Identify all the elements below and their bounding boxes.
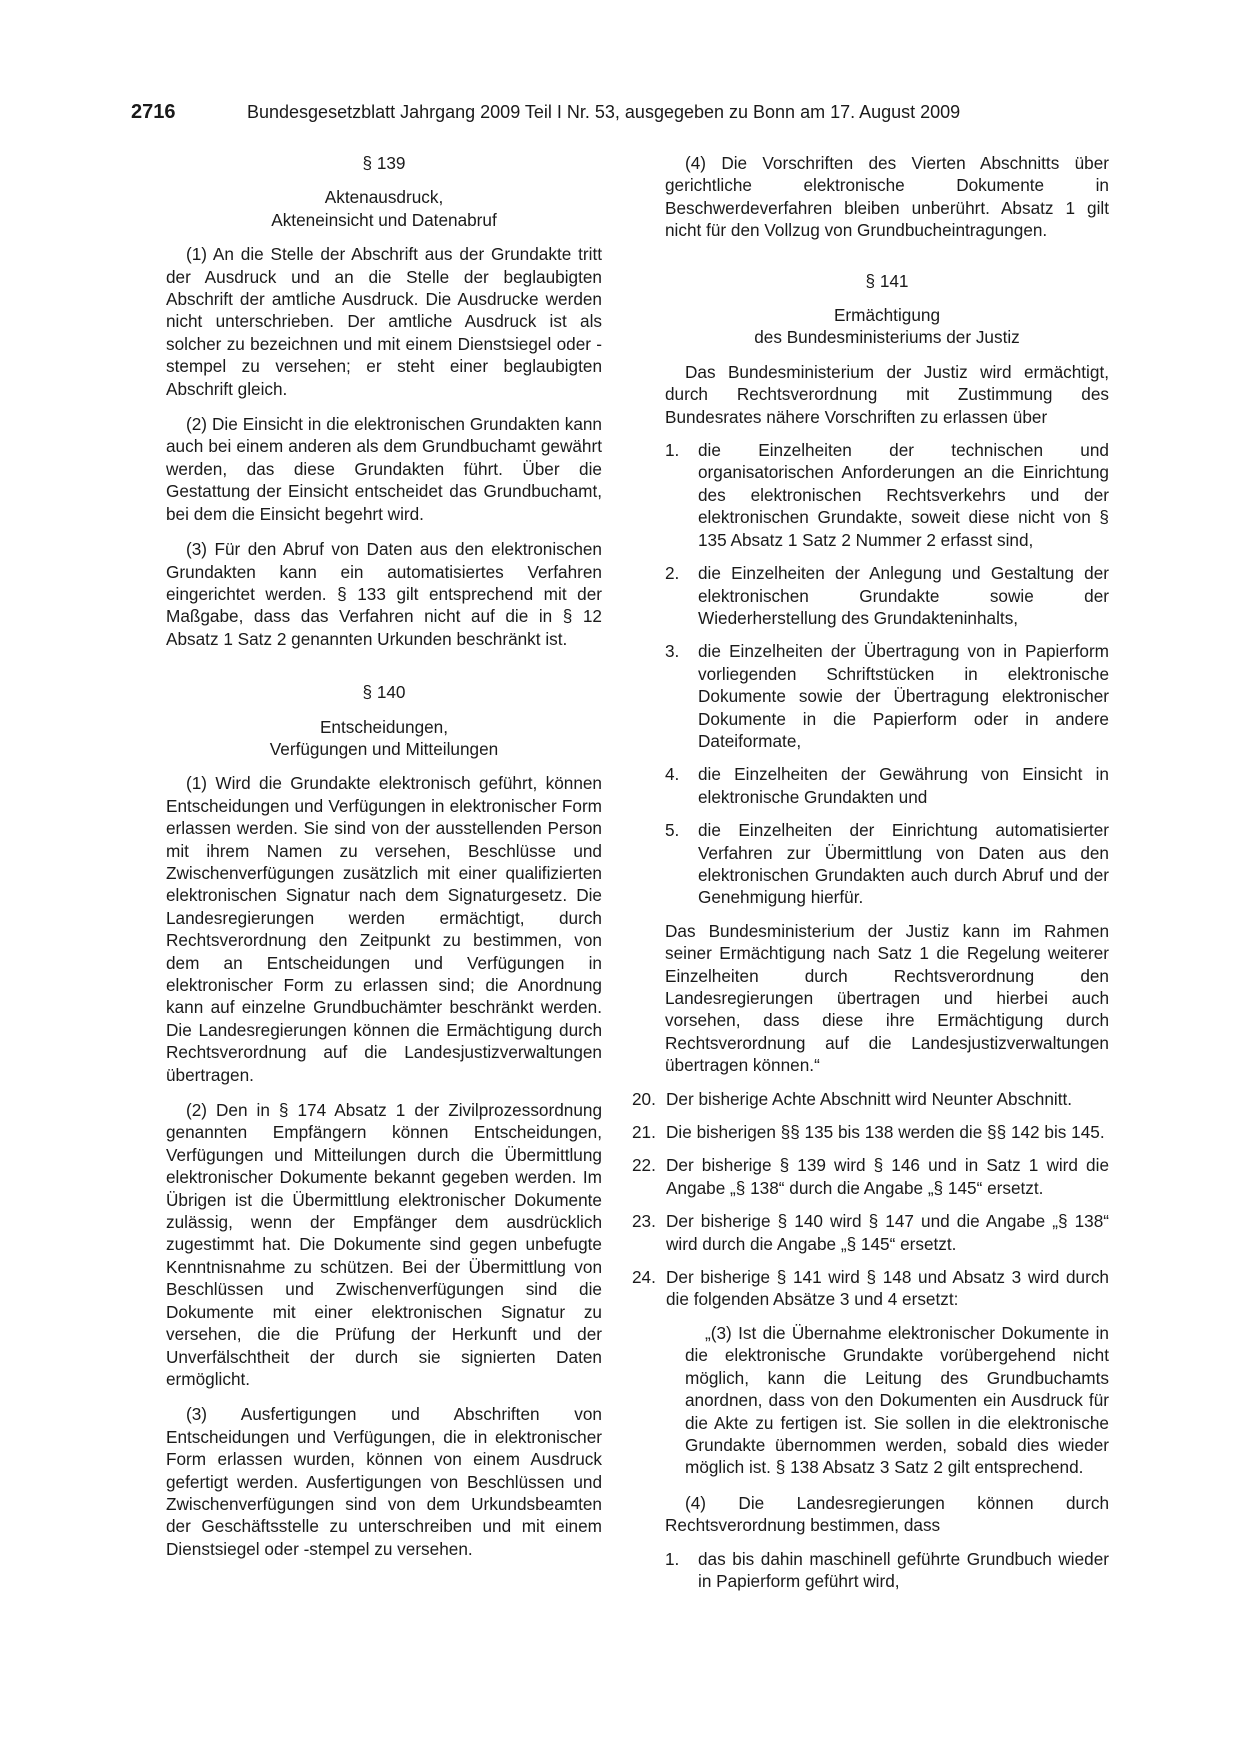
section-140-paragraph-3: (3) Ausfertigungen und Abschriften von Entscheidungen und Verfügungen, die in elektronischer Form erlassen wurden, können von einem Ausdruck gefertigt werden. Ausfertigungen von Beschlüssen und Zwischenverfügungen sind von dem Urkundsbeamten der Geschäftsstelle zu unterschreiben und mit einem Dienstsiegel oder -stempel zu versehen.	[166, 1404, 602, 1559]
right-column	[632, 152, 1109, 1603]
quoted-list-item-text: das bis dahin maschinell geführte Grundbuch wieder in Papierform geführt wird,	[698, 1548, 1109, 1591]
list-item-text: die Einzelheiten der Anlegung und Gestaltung der elektronischen Grundakte sowie der Wiederherstellung des Grundakteninhalts,	[698, 563, 1109, 628]
amendment-text: Der bisherige § 139 wird § 146 und in Satz 1 wird die Angabe „§ 138“ durch die Angabe „§ 145“ ersetzt.	[666, 1155, 1109, 1198]
list-item-text: die Einzelheiten der technischen und organisatorischen Anforderungen an die Einrichtung des elektronischen Rechtsverkehrs und der elektronischen Grundakte, soweit diese nicht von § 135 Absatz 1 Satz 2 Nummer 2 erfasst sind,	[698, 440, 1109, 550]
section-140-number: § 140	[362, 682, 406, 703]
quoted-list	[665, 1548, 1109, 1593]
quoted-paragraph-4: (4) Die Landesregierungen können durch Rechtsverordnung bestimmen, dass	[665, 1492, 1109, 1536]
list-item	[665, 439, 1109, 551]
page-header	[131, 100, 1111, 124]
section-141-closing: Das Bundesministerium der Justiz kann im Rahmen seiner Ermächtigung nach Satz 1 die Regelung weiterer Einzelheiten durch Rechtsverordnung den Landesregierungen übertragen und hierbei auch vorsehen, dass diese ihre Ermächtigung durch Rechtsverordnung auf die Landesjustizverwaltungen übertragen können.“	[665, 920, 1109, 1076]
section-141-number: § 141	[865, 270, 909, 291]
quoted-list-item	[665, 1548, 1109, 1593]
section-140-paragraph-4: (4) Die Vorschriften des Vierten Abschnitts über gerichtliche elektronische Dokumente in Beschwerdeverfahren bleiben unberührt. Absatz 1 gilt nicht für den Vollzug von Grundbucheintragungen.	[665, 153, 1109, 241]
section-140-title	[166, 716, 602, 761]
amendment-text: Der bisherige § 140 wird § 147 und die Angabe „§ 138“ wird durch die Angabe „§ 145“ ersetzt.	[666, 1211, 1109, 1254]
section-141-intro: Das Bundesministerium der Justiz wird ermächtigt, durch Rechtsverordnung mit Zustimmung des Bundesrates nähere Vorschriften zu erlassen über	[665, 361, 1109, 427]
list-item-number: 5.	[665, 820, 680, 841]
list-item-text: die Einzelheiten der Einrichtung automatisierter Verfahren zur Übermittlung von Daten aus den elektronischen Grundakten auch durch Abruf und der Genehmigung hierfür.	[698, 820, 1109, 908]
section-140-title-line2: Verfügungen und Mitteilungen	[269, 738, 499, 759]
section-140-title-line1: Entscheidungen,	[319, 716, 449, 737]
amendment-number: 23.	[632, 1211, 656, 1232]
list-item-number: 2.	[665, 563, 680, 584]
list-item-text: die Einzelheiten der Übertragung von in Papierform vorliegenden Schriftstücken in elektronische Dokumente sowie der Übertragung elektronischer Dokumente in die Papierform oder in andere Dateiformate,	[698, 641, 1109, 751]
amendment-item	[632, 1088, 1109, 1110]
amendment-list	[632, 1088, 1109, 1311]
quoted-list-item-number: 1.	[665, 1548, 680, 1569]
list-item	[665, 562, 1109, 629]
amendment-item	[632, 1266, 1109, 1311]
list-item	[665, 819, 1109, 909]
section-141-list	[665, 439, 1109, 909]
section-139-title-line1: Aktenausdruck,	[324, 187, 444, 208]
section-139-paragraph-1: (1) An die Stelle der Abschrift aus der Grundakte tritt der Ausdruck und an die Stelle der beglaubigten Abschrift der amtliche Ausdruck. Die Ausdrucke werden nicht unterschrieben. Der amtliche Ausdruck ist als solcher zu bezeichnen und mit einem Dienstsiegel oder -stempel zu versehen; er steht einer beglaubigten Abschrift gleich.	[166, 244, 602, 399]
section-141-title-line1: Ermächtigung	[833, 305, 941, 326]
list-item-text: die Einzelheiten der Gewährung von Einsicht in elektronische Grundakten und	[698, 764, 1109, 807]
section-139-number: § 139	[362, 153, 406, 173]
amendment-item	[632, 1121, 1109, 1143]
page-number: 2716	[131, 101, 176, 123]
gazette-title: Bundesgesetzblatt Jahrgang 2009 Teil I Nr. 53, ausgegeben zu Bonn am 17. August 2009	[247, 102, 961, 122]
list-item	[665, 640, 1109, 752]
section-139-title-line2: Akteneinsicht und Datenabruf	[271, 209, 497, 230]
amendment-number: 20.	[632, 1088, 656, 1109]
list-item	[665, 763, 1109, 808]
amendment-number: 22.	[632, 1155, 656, 1176]
list-item-number: 4.	[665, 764, 680, 785]
amendment-item	[632, 1154, 1109, 1199]
list-item-number: 3.	[665, 641, 680, 662]
amendment-number: 24.	[632, 1267, 656, 1288]
section-140-paragraph-1: (1) Wird die Grundakte elektronisch geführt, können Entscheidungen und Verfügungen in elektronischer Form erlassen werden. Sie sind von der ausstellenden Person mit ihrem Namen zu versehen, Beschlüsse und Zwischenverfügungen zusätzlich mit einer qualifizierten elektronischen Signatur nach dem Signaturgesetz. Die Landesregierungen werden ermächtigt, durch Rechtsverordnung den Zeitpunkt zu bestimmen, von dem an Entscheidungen und Verfügungen in elektronischer Form zu erlassen sind; die Anordnung kann auf einzelne Grundbuchämter beschränkt werden. Die Landesregierungen können die Ermächtigung durch Rechtsverordnung auf die Landesjustizverwaltungen übertragen.	[166, 773, 602, 1085]
section-141-title-line2: des Bundesministeriums der Justiz	[754, 327, 1020, 348]
section-139-paragraph-2: (2) Die Einsicht in die elektronischen Grundakten kann auch bei einem anderen als dem Grundbuchamt gewährt werden, das diese Grundakten führt. Über die Gestattung der Einsicht entscheidet das Grundbuchamt, bei dem die Einsicht begehrt wird.	[166, 414, 602, 524]
left-column	[166, 152, 602, 1560]
section-139-title	[166, 186, 602, 231]
quoted-paragraph-3: „(3) Ist die Übernahme elektronischer Dokumente in die elektronische Grundakte vorübergehend nicht möglich, kann die Leitung des Grundbuchamts anordnen, dass von den Dokumenten ein Ausdruck für die Akte zu fertigen ist. Sie sollen in die elektronische Grundakte übernommen werden, sobald dies wieder möglich ist. § 138 Absatz 3 Satz 2 gilt entsprechend.	[685, 1322, 1109, 1478]
amendment-item	[632, 1210, 1109, 1255]
amendment-text: Der bisherige § 141 wird § 148 und Absatz 3 wird durch die folgenden Absätze 3 und 4 ersetzt:	[666, 1267, 1109, 1310]
list-item-number: 1.	[665, 440, 680, 461]
section-140-paragraph-2: (2) Den in § 174 Absatz 1 der Zivilprozessordnung genannten Empfängern können Entscheidungen, Verfügungen und Mitteilungen durch die Übermittlung elektronischer Dokumente bekannt gegeben werden. Im Übrigen ist die Übermittlung elektronischer Dokumente zulässig, wenn der Empfänger dem ausdrücklich zugestimmt hat. Die Dokumente sind gegen unbefugte Kenntnisnahme zu schützen. Bei der Übermittlung von Beschlüssen und Zwischenverfügungen sind die Dokumente mit einer elektronischen Signatur zu versehen, die die Prüfung der Herkunft und der Unverfälschtheit der durch sie signierten Daten ermöglicht.	[166, 1100, 602, 1389]
amendment-text: Der bisherige Achte Abschnitt wird Neunter Abschnitt.	[666, 1088, 1073, 1109]
section-139-paragraph-3: (3) Für den Abruf von Daten aus den elektronischen Grundakten kann ein automatisiertes Verfahren eingerichtet werden. § 133 gilt entsprechend mit der Maßgabe, dass das Verfahren nicht auf die in § 12 Absatz 1 Satz 2 genannten Urkunden beschränkt ist.	[166, 539, 602, 649]
section-141-title	[665, 304, 1109, 349]
amendment-number: 21.	[632, 1122, 656, 1143]
amendment-text: Die bisherigen §§ 135 bis 138 werden die §§ 142 bis 145.	[666, 1122, 1105, 1143]
